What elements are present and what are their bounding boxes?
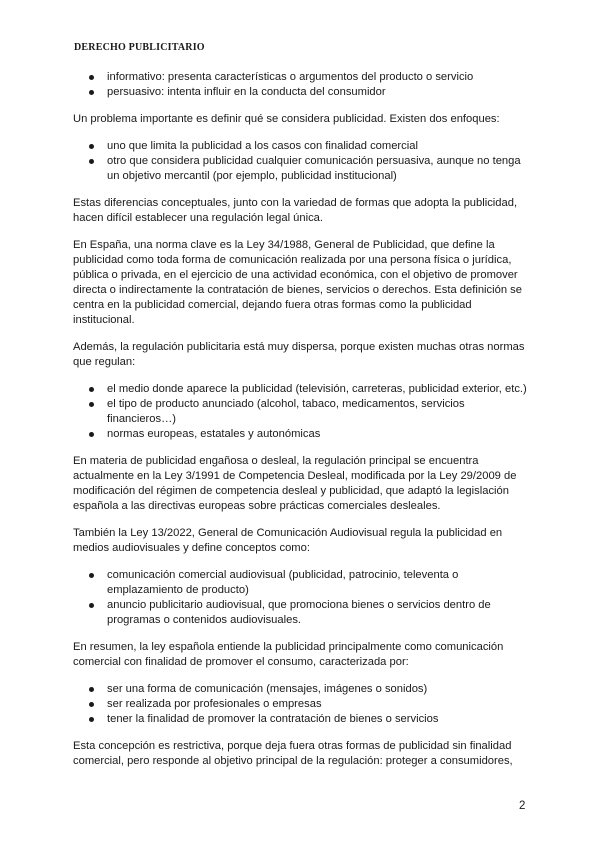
list-item: normas europeas, estatales y autonómicas [73, 427, 531, 442]
paragraph: En resumen, la ley española entiende la publicidad principalmente como comunicación comercial con finalidad de promover el consumo, caracterizada por: [73, 641, 504, 668]
paragraph: También la Ley 13/2022, General de Comunicación Audiovisual regula la publicidad en medios audiovisuales y define conceptos como: [73, 527, 503, 554]
list-item: informativo: presenta características o argumentos del producto o servicio [73, 70, 531, 85]
bullet-list [73, 568, 531, 628]
bullet-list [73, 139, 531, 184]
list-item: el tipo de producto anunciado (alcohol, tabaco, medicamentos, servicios financieros…) [73, 397, 531, 427]
running-header: DERECHO PUBLICITARIO [74, 42, 205, 53]
list-item: otro que considera publicidad cualquier comunicación persuasiva, aunque no tenga un objetivo mercantil (por ejemplo, publicidad institucional) [73, 154, 531, 184]
page-number: 2 [519, 800, 526, 812]
list-item: tener la finalidad de promover la contratación de bienes o servicios [73, 712, 531, 727]
list-item: el medio donde aparece la publicidad (televisión, carreteras, publicidad exterior, etc.) [73, 382, 531, 397]
list-item: persuasivo: intenta influir en la conducta del consumidor [73, 85, 531, 100]
paragraph: En España, una norma clave es la Ley 34/1988, General de Publicidad, que define la publicidad como toda forma de comunicación realizada por una persona física o jurídica, pública o privada, en el ejercicio de una actividad económica, con el objetivo de promover directa o indirectamente la contratación de bienes, servicios o derechos. Esta definición se centra en la publicidad comercial, dejando fuera otras formas como la publicidad institucional. [73, 239, 522, 326]
bullet-list [73, 382, 531, 442]
paragraph: Además, la regulación publicitaria está muy dispersa, porque existen muchas otras normas que regulan: [73, 341, 525, 368]
paragraph: Estas diferencias conceptuales, junto con la variedad de formas que adopta la publicidad, hacen difícil establecer una regulación legal única. [73, 197, 518, 224]
document-body [73, 70, 531, 781]
paragraph: Esta concepción es restrictiva, porque deja fuera otras formas de publicidad sin finalidad comercial, pero responde al objetivo principal de la regulación: proteger a consumidores, [73, 740, 513, 767]
bullet-list [73, 682, 531, 727]
bullet-list [73, 70, 531, 100]
list-item: ser realizada por profesionales o empresas [73, 697, 531, 712]
paragraph: En materia de publicidad engañosa o desleal, la regulación principal se encuentra actualmente en la Ley 3/1991 de Competencia Desleal, modificada por la Ley 29/2009 de modificación del régimen de competencia desleal y publicidad, que adaptó la legislación española a las directivas europeas sobre prácticas comerciales desleales. [73, 455, 517, 512]
list-item: ser una forma de comunicación (mensajes, imágenes o sonidos) [73, 682, 531, 697]
list-item: comunicación comercial audiovisual (publicidad, patrocinio, televenta o emplazamiento de producto) [73, 568, 531, 598]
list-item: anuncio publicitario audiovisual, que promociona bienes o servicios dentro de programas o contenidos audiovisuales. [73, 598, 531, 628]
paragraph: Un problema importante es definir qué se considera publicidad. Existen dos enfoques: [73, 113, 500, 125]
list-item: uno que limita la publicidad a los casos con finalidad comercial [73, 139, 531, 154]
